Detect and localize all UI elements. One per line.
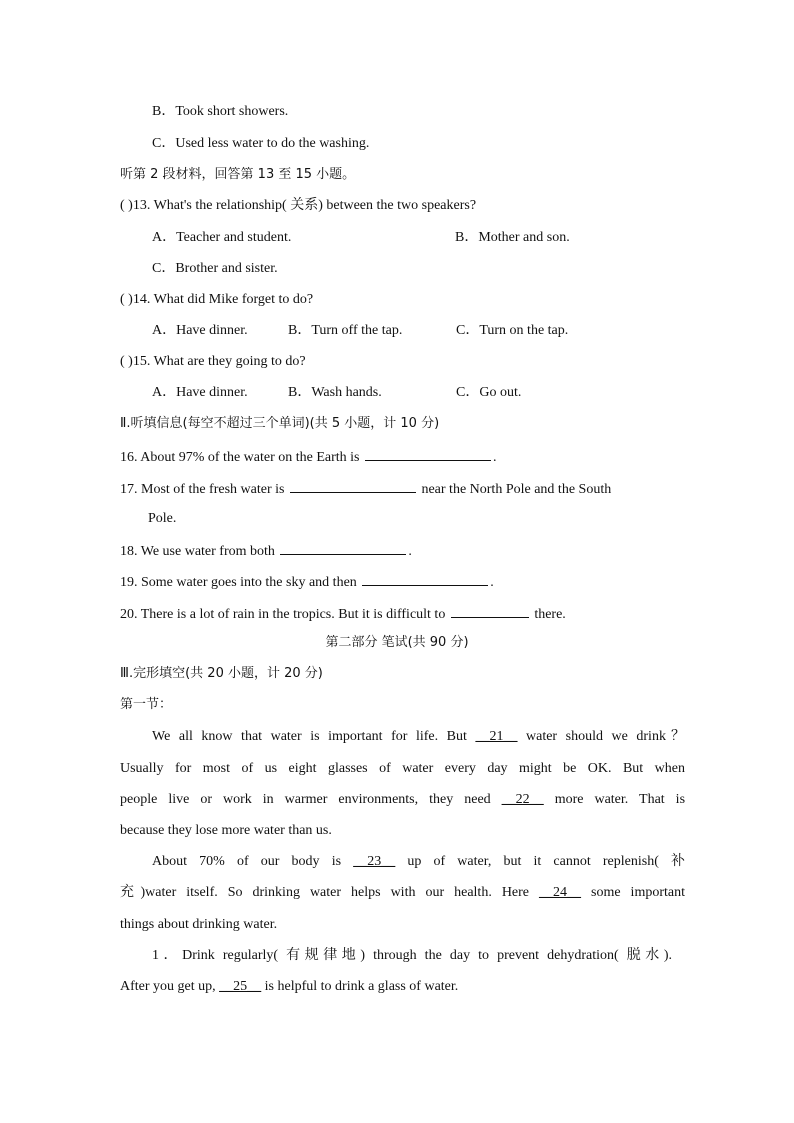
passage-line: Usually for most of us eight glasses of water every day might be OK. But when: [120, 761, 685, 776]
q14-option-b: B．Turn off the tap.: [288, 323, 403, 338]
q20-answer-blank[interactable]: [451, 604, 529, 618]
written-part-heading: 第二部分 笔试(共 90 分): [325, 635, 469, 650]
passage-text: 充)water itself. So drinking water helps with our health. Here: [120, 885, 530, 900]
passage-text: some important: [591, 885, 685, 900]
part3-heading: Ⅲ.完形填空(共 20 小题，计 20 分): [120, 666, 323, 681]
blank-22[interactable]: __22__: [501, 792, 544, 807]
q14-stem: ( )14. What did Mike forget to do?: [120, 292, 314, 307]
q13-stem: ( )13. What's the relationship( 关系) between the two speakers?: [120, 198, 477, 213]
passage-line: things about drinking water.: [120, 917, 278, 932]
q17-answer-blank[interactable]: [290, 479, 416, 493]
q13-option-b: B．Mother and son.: [455, 230, 570, 245]
q18-answer-blank[interactable]: [280, 541, 406, 555]
passage-line: [120, 884, 685, 902]
q17-text: 17. Most of the fresh water is: [120, 482, 285, 497]
blank-25[interactable]: __25__: [219, 979, 262, 994]
fill-q19: [120, 572, 494, 592]
q15-option-a: A．Have dinner.: [152, 385, 248, 400]
q14-option-c: C．Turn on the tap.: [456, 323, 569, 338]
q19-end: .: [490, 575, 494, 590]
q13-option-c: C．Brother and sister.: [152, 261, 278, 276]
q18-text: 18. We use water from both: [120, 544, 275, 559]
passage-text: up of water, but it cannot replenish( 补: [407, 854, 686, 869]
q14-option-a: A．Have dinner.: [152, 323, 248, 338]
q12-option-c: C．Used less water to do the washing.: [152, 136, 370, 151]
q15-option-b: B．Wash hands.: [288, 385, 382, 400]
q19-answer-blank[interactable]: [362, 572, 488, 586]
q16-answer-blank[interactable]: [365, 447, 491, 461]
q19-text: 19. Some water goes into the sky and then: [120, 575, 357, 590]
section1-label: 第一节：: [120, 697, 173, 712]
q20-end: there.: [534, 607, 566, 622]
passage-text: About 70% of our body is: [152, 854, 342, 869]
fill-q16: [120, 447, 497, 467]
passage-text: water should we drink？: [526, 729, 685, 744]
q20-text: 20. There is a lot of rain in the tropics. But it is difficult to: [120, 607, 446, 622]
blank-21[interactable]: __21__: [475, 729, 518, 744]
part2-heading: Ⅱ.听填信息(每空不超过三个单词)(共 5 小题，计 10 分): [120, 416, 440, 431]
q13-option-a: A．Teacher and student.: [152, 230, 292, 245]
passage-text: more water. That is: [554, 792, 686, 807]
fill-q17: [120, 479, 611, 499]
passage-line: 1．Drink regularly( 有规律地) through the day to prevent dehydration( 脱水).: [152, 948, 672, 963]
passage-line: [120, 791, 685, 809]
q16-text: 16. About 97% of the water on the Earth is: [120, 450, 360, 465]
q12-option-b: B．Took short showers.: [152, 104, 289, 119]
passage-text: After you get up,: [120, 979, 216, 994]
passage-line: because they lose more water than us.: [120, 823, 332, 838]
section2-intro: 听第 2 段材料，回答第 13 至 15 小题。: [120, 167, 356, 182]
passage-line: [152, 728, 685, 746]
q16-end: .: [493, 450, 497, 465]
fill-q18: [120, 541, 412, 561]
q17-text-3: Pole.: [148, 511, 177, 526]
passage-text: is helpful to drink a glass of water.: [264, 979, 459, 994]
passage-line: [152, 853, 685, 871]
fill-q20: [120, 604, 566, 624]
blank-24[interactable]: __24__: [539, 885, 582, 900]
q17-text-2: near the North Pole and the South: [421, 482, 612, 497]
blank-23[interactable]: __23__: [353, 854, 396, 869]
passage-line: [120, 978, 458, 996]
q15-stem: ( )15. What are they going to do?: [120, 354, 306, 369]
passage-text: people live or work in warmer environments, they need: [120, 792, 491, 807]
q18-end: .: [408, 544, 412, 559]
q15-option-c: C．Go out.: [456, 385, 522, 400]
passage-text: We all know that water is important for life. But: [152, 729, 467, 744]
